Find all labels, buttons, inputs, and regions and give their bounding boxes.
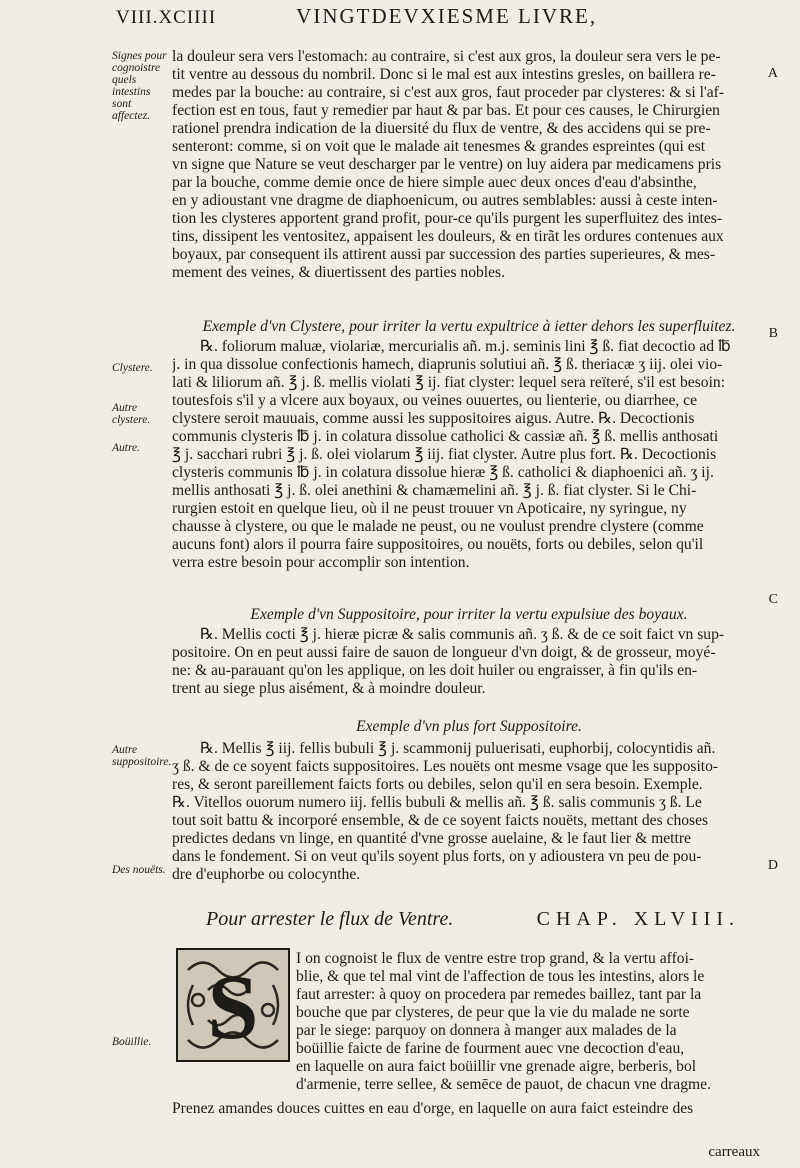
text-line: mement des veines, & diuertissent des parties nobles.: [172, 264, 506, 281]
margin-note-autre-clystere: Autre clystere.: [112, 402, 151, 426]
text-line: ne: & au-parauant qu'on les applique, on les doit huiler ou engraisser, à fin qu'ils en-: [172, 662, 698, 679]
text-line: I on cognoist le flux de ventre estre trop grand, & la vertu affoi-: [296, 950, 695, 967]
text-line: par la bouche, comme demie once de hiere simple auec deux onces d'eau d'absinthe,: [172, 174, 697, 191]
text-line: Prenez amandes douces cuittes en eau d'orge, en laquelle on aura faict esteindre des: [172, 1100, 694, 1117]
text-line: boyaux, par consequent ils attirent aussi par succession des parties superieures, & mes-: [172, 246, 716, 263]
chapter-number: CHAP. XLVIII.: [536, 908, 740, 930]
section-letter-a: A: [767, 66, 778, 81]
margin-note-autre-suppositoire: Autre suppositoire.: [112, 744, 172, 768]
text-line: bouche que par clysteres, de peur que la vie du malade ne sorte: [296, 1004, 690, 1021]
text-line: d'armenie, terre sellee, & semēce de pauot, de chacun vne dragme.: [296, 1076, 711, 1093]
margin-note-clystere: Clystere.: [112, 362, 153, 374]
text-line: ℞. Vitellos ouorum numero iij. fellis bubuli & mellis añ. ℥ ß. salis communis ʒ ß. Le: [172, 794, 702, 811]
dropcap-letter: S: [207, 956, 259, 1058]
text-line: en laquelle on aura faict boüillir vne grenade aigre, berberis, bol: [296, 1058, 697, 1075]
margin-note-bouillie: Boüillie.: [112, 1036, 152, 1048]
section-letter-c: C: [768, 592, 778, 607]
running-title: VINGTDEVXIESME LIVRE,: [296, 4, 598, 28]
example-heading-suppositoire: Exemple d'vn Suppositoire, pour irriter la vertu expulsiue des boyaux.: [250, 606, 688, 623]
text-line: res, & seront pareillement faicts forts ou debiles, selon qu'il en sera besoin. Exemple.: [172, 776, 703, 793]
decorated-initial: [176, 948, 290, 1062]
example-heading-clystere: Exemple d'vn Clystere, pour irriter la vertu expultrice à ietter dehors les superfluitez.: [202, 318, 736, 335]
text-line: faut arrester: à quoy on procedera par remedes baillez, tant par la: [296, 986, 702, 1003]
text-line: rurgien estoit en quelque lieu, où il ne peust trouuer vn Apoticaire, ny syringue, ny: [172, 500, 687, 517]
text-line: tion les clysteres apportent grand profit, pour-ce qu'ils purgent les superfluitez des intes-: [172, 210, 723, 227]
text-line: boüillie faicte de farine de fourment auec vne decoction d'eau,: [296, 1040, 685, 1057]
text-line: fection est en tous, faut y remedier par haut & par bas. Et pour ces causes, le Chirurgien: [172, 102, 720, 119]
text-line: ℞. Mellis ℥ iij. fellis bubuli ℥ j. scammonij puluerisati, euphorbij, colocyntidis añ.: [200, 740, 716, 757]
folio-number: VIII.XCIIII: [116, 7, 217, 28]
catchword: carreaux: [708, 1144, 760, 1160]
ornament-initial-icon: [178, 950, 288, 1060]
text-line: aucuns font) alors il pourra faire suppositoires, ou nouëts, forts ou debiles, selon qu'il: [172, 536, 704, 553]
text-line: toutesfois s'il y a vlcere aux boyaux, ou veines ouuertes, ou lienterie, ou diarrhee, ce: [172, 392, 698, 409]
text-line: la douleur sera vers l'estomach: au contraire, si c'est aux gros, la douleur sera vers le pe-: [172, 48, 721, 65]
chapter-heading: [206, 908, 740, 931]
text-line: verra estre besoin pour accomplir son intention.: [172, 554, 470, 571]
text-line: blie, & que tel mal vint de l'affection de tous les intestins, alors le: [296, 968, 705, 985]
text-line: ℞. foliorum maluæ, violariæ, mercurialis añ. m.j. seminis lini ℥ ß. fiat decoctio ad ℔: [200, 338, 731, 355]
text-line: rationel prendra indication de la diuersité du flux de ventre, & des accidens qui se pre-: [172, 120, 711, 137]
text-line: tit ventre au dessous du nombril. Donc si le mal est aux intestins gresles, on baillera re-: [172, 66, 716, 83]
text-line: predictes dedans vn linge, en quantité d'vne grosse auelaine, & le faut lier & mettre: [172, 830, 691, 847]
section-letter-d: D: [767, 858, 778, 873]
chapter-title: Pour arrester le flux de Ventre.: [206, 908, 454, 930]
text-line: trent au siege plus aisément, & à moindre douleur.: [172, 680, 486, 697]
text-line: mellis anthosati ℥ j. ß. olei anethini & chamæmelini añ. ℥ j. ß. fiat clyster. Si le Chi-: [172, 482, 697, 499]
margin-note-signes: Signes pour cognoistre quels intestins sont affectez.: [112, 50, 167, 122]
text-line: communis clysteris ℔ j. in colatura dissolue catholici & cassiæ añ. ℥ ß. mellis anthosati: [172, 428, 719, 445]
text-line: senteront: comme, si on voit que le malade ait tenesmes & grandes espreintes (qui est: [172, 138, 706, 155]
text-line: ℞. Mellis cocti ℥ j. hieræ picræ & salis communis añ. ʒ ß. & de ce soit faict vn sup-: [200, 626, 725, 643]
text-line: clysteris communis ℔ j. in colatura dissolue hieræ ℥ ß. catholici & diaphoenici añ. ʒ ij.: [172, 464, 714, 481]
text-line: tout soit battu & incorporé ensemble, & de ce soyent faicts nouëts, mettant des choses: [172, 812, 709, 829]
text-line: clystere seroit mauuais, comme aussi les suppositoires aigus. Autre. ℞. Decoctionis: [172, 410, 695, 427]
text-line: dans le fondement. Si on veut qu'ils soyent plus forts, on y adioustera vn peu de pou-: [172, 848, 702, 865]
text-line: j. in qua dissolue confectionis hamech, diaprunis solutiui añ. ℥ ß. theriacæ ʒ iij. olei vio-: [172, 356, 723, 373]
text-line: medes par la bouche: au contraire, si c'est aux gros, faut proceder par clysteres: & si l'af-: [172, 84, 725, 101]
text-line: vn signe que Nature se veut descharger par le ventre) on luy aidera par medicamens pris: [172, 156, 722, 173]
section-letter-b: B: [768, 326, 778, 341]
text-line: positoire. On en peut aussi faire de sauon de longueur d'vn doigt, & de grosseur, moyé-: [172, 644, 716, 661]
text-line: par le siege: parquoy on donnera à manger aux malades de la: [296, 1022, 677, 1039]
example-heading-fort-suppositoire: Exemple d'vn plus fort Suppositoire.: [356, 718, 582, 735]
text-line: dre d'euphorbe ou colocynthe.: [172, 866, 361, 883]
text-line: en y adioustant vne dragme de diaphoenicum, ou autres semblables: aussi à ceste inten-: [172, 192, 718, 209]
text-line: tins, dissipent les ventositez, appaisent les douleurs, & en tirãt les ordures contenues aux: [172, 228, 724, 245]
page-header: [116, 4, 786, 32]
margin-note-nouets: Des nouëts.: [112, 864, 166, 876]
text-line: chausse à clystere, ou que le malade ne peust, ou ne voulust prendre clystere (comme: [172, 518, 704, 535]
text-line: lati & liliorum añ. ℥ j. ß. mellis violati ℥ ij. fiat clyster: lequel sera reïteré, s'il est besoin:: [172, 374, 726, 391]
text-line: ʒ ß. & de ce soyent faicts suppositoires. Les nouëts ont mesme vsage que les supposito-: [172, 758, 719, 775]
margin-note-autre: Autre.: [112, 442, 140, 454]
text-line: ℥ j. sacchari rubri ℥ j. ß. olei violarum ℥ iij. fiat clyster. Autre plus fort. ℞. Decoctionis: [172, 446, 717, 463]
